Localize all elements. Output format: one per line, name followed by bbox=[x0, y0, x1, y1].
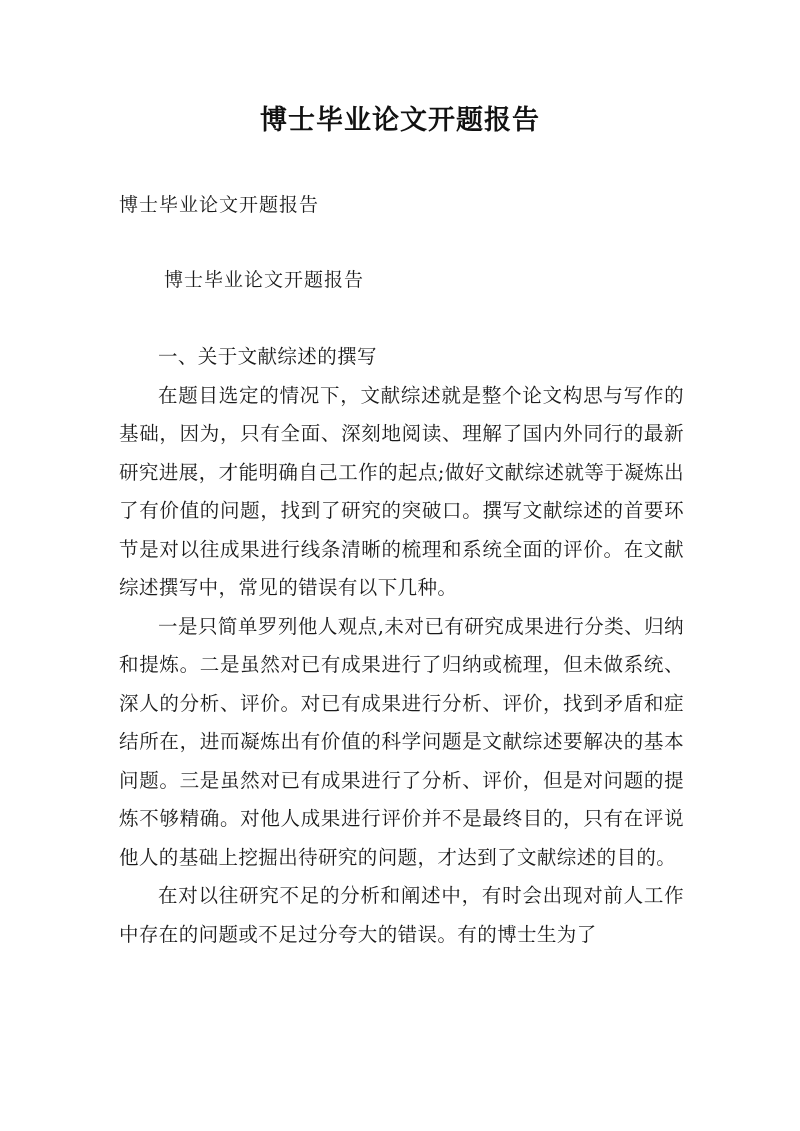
document-subtitle-indented: 博士毕业论文开题报告 bbox=[164, 269, 365, 291]
body-paragraph: 在题目选定的情况下，文献综述就是整个论文构思与写作的基础，因为，只有全面、深刻地阅读、理解了国内外同行的最新研究进展，才能明确自己工作的起点;做好文献综述就等于凝炼出了有价值的问题，找到了研究的突破口。撰写文献综述的首要环节是对以往成果进行线条清晰的梳理和系统全面的评价。在文献综述撰写中，常见的错误有以下几种。 bbox=[119, 383, 684, 599]
section-heading: 一、关于文献综述的撰写 bbox=[158, 345, 377, 368]
document-title: 博士毕业论文开题报告 bbox=[260, 105, 540, 136]
document-subtitle: 博士毕业论文开题报告 bbox=[119, 194, 320, 216]
body-paragraph: 在对以往研究不足的分析和阐述中，有时会出现对前人工作中存在的问题或不足过分夸大的错误。有的博士生为了 bbox=[119, 884, 684, 946]
document-body bbox=[119, 338, 684, 954]
body-paragraph: 一是只简单罗列他人观点,未对已有研究成果进行分类、归纳和提炼。二是虽然对已有成果进行了归纳或梳理，但未做系统、深人的分析、评价。对已有成果进行分析、评价，找到矛盾和症结所在，进而凝炼出有价值的科学问题是文献综述要解决的基本问题。三是虽然对已有成果进行了分析、评价，但是对问题的提炼不够精确。对他人成果进行评价并不是最终目的，只有在评说他人的基础上挖掘出待研究的问题，才达到了文献综述的目的。 bbox=[119, 614, 684, 869]
